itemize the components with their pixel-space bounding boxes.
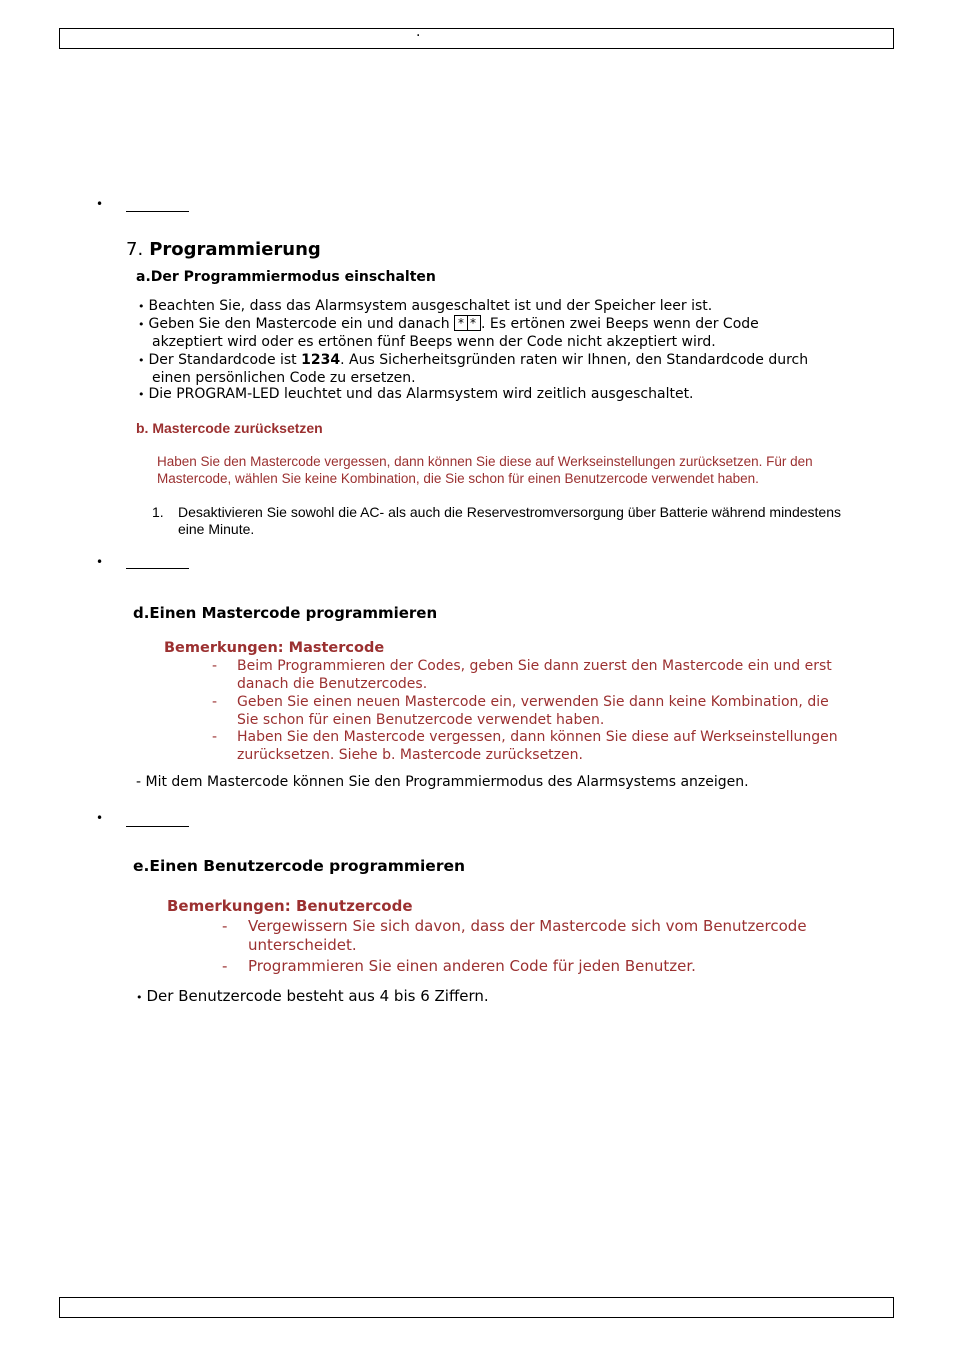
reset-paragraph-line: Haben Sie den Mastercode vergessen, dann können Sie diese auf Werkseinstellungen zurücksetzen. Für den: [157, 454, 813, 469]
section-title: Programmierung: [149, 239, 321, 260]
list-item: • Beachten Sie, dass das Alarmsystem ausgeschaltet ist und der Speicher leer ist.: [138, 298, 713, 314]
subheading-b: b. Mastercode zurücksetzen: [136, 420, 323, 436]
step-number: 1.: [152, 504, 164, 520]
page-footer-frame: [59, 1297, 894, 1318]
note-line: Geben Sie einen neuen Mastercode ein, verwenden Sie dann keine Kombination, die: [237, 694, 829, 710]
step-text-line: Desaktivieren Sie sowohl die AC- als auch die Reservestromversorgung über Batterie während mindestens: [178, 504, 841, 520]
list-item: • Geben Sie den Mastercode ein und danach * * . Es ertönen zwei Beeps wenn der Code: [138, 316, 759, 332]
separator-line: [126, 826, 189, 827]
list-item: • Der Benutzercode besteht aus 4 bis 6 Ziffern.: [136, 987, 489, 1005]
step-text-line: eine Minute.: [178, 521, 255, 537]
mastercode-info-line: - Mit dem Mastercode können Sie den Programmiermodus des Alarmsystems anzeigen.: [136, 774, 749, 790]
section-number: 7.: [126, 239, 144, 260]
note-dash: -: [222, 957, 228, 975]
reset-paragraph-line: Mastercode, wählen Sie keine Kombination, die Sie schon für einen Benutzercode verwendet haben.: [157, 471, 759, 486]
list-item-continuation: einen persönlichen Code zu ersetzen.: [152, 370, 416, 386]
note-dash: -: [212, 658, 218, 674]
note-dash: -: [212, 694, 218, 710]
subheading-a: a.Der Programmiermodus einschalten: [136, 269, 436, 285]
list-item-continuation: akzeptiert wird oder es ertönen fünf Beeps wenn der Code nicht akzeptiert wird.: [152, 334, 716, 350]
default-code: 1234: [301, 352, 341, 368]
list-item: • Der Standardcode ist 1234. Aus Sicherheitsgründen raten wir Ihnen, den Standardcode durch: [138, 352, 809, 368]
note-line: Sie schon für einen Benutzercode verwendet haben.: [237, 712, 605, 728]
note-dash: -: [222, 917, 228, 935]
subheading-d: d.Einen Mastercode programmieren: [133, 604, 438, 622]
separator-bullet: •: [96, 197, 104, 211]
page-header-frame: [59, 24, 894, 49]
list-item: • Die PROGRAM-LED leuchtet und das Alarmsystem wird zeitlich ausgeschaltet.: [138, 386, 694, 402]
note-line: Programmieren Sie einen anderen Code für jeden Benutzer.: [248, 957, 696, 975]
subheading-e: e.Einen Benutzercode programmieren: [133, 857, 466, 875]
notes-title: Bemerkungen: Mastercode: [164, 640, 385, 656]
separator-bullet: •: [96, 811, 104, 825]
note-line: danach die Benutzercodes.: [237, 676, 428, 692]
separator-bullet: •: [96, 555, 104, 569]
note-line: Haben Sie den Mastercode vergessen, dann können Sie diese auf Werkseinstellungen: [237, 729, 838, 745]
note-line: Beim Programmieren der Codes, geben Sie dann zuerst den Mastercode ein und erst: [237, 658, 832, 674]
note-line: zurücksetzen. Siehe b. Mastercode zurücksetzen.: [237, 747, 583, 763]
section-heading: [126, 239, 321, 260]
note-dash: -: [212, 729, 218, 745]
note-line: unterscheidet.: [248, 936, 357, 954]
header-mark: .: [416, 24, 421, 40]
note-line: Vergewissern Sie sich davon, dass der Mastercode sich vom Benutzercode: [248, 917, 807, 935]
separator-line: [126, 568, 189, 569]
keypad-star-keys: * *: [454, 315, 481, 331]
separator-line: [126, 211, 189, 212]
notes-title: Bemerkungen: Benutzercode: [167, 897, 413, 915]
